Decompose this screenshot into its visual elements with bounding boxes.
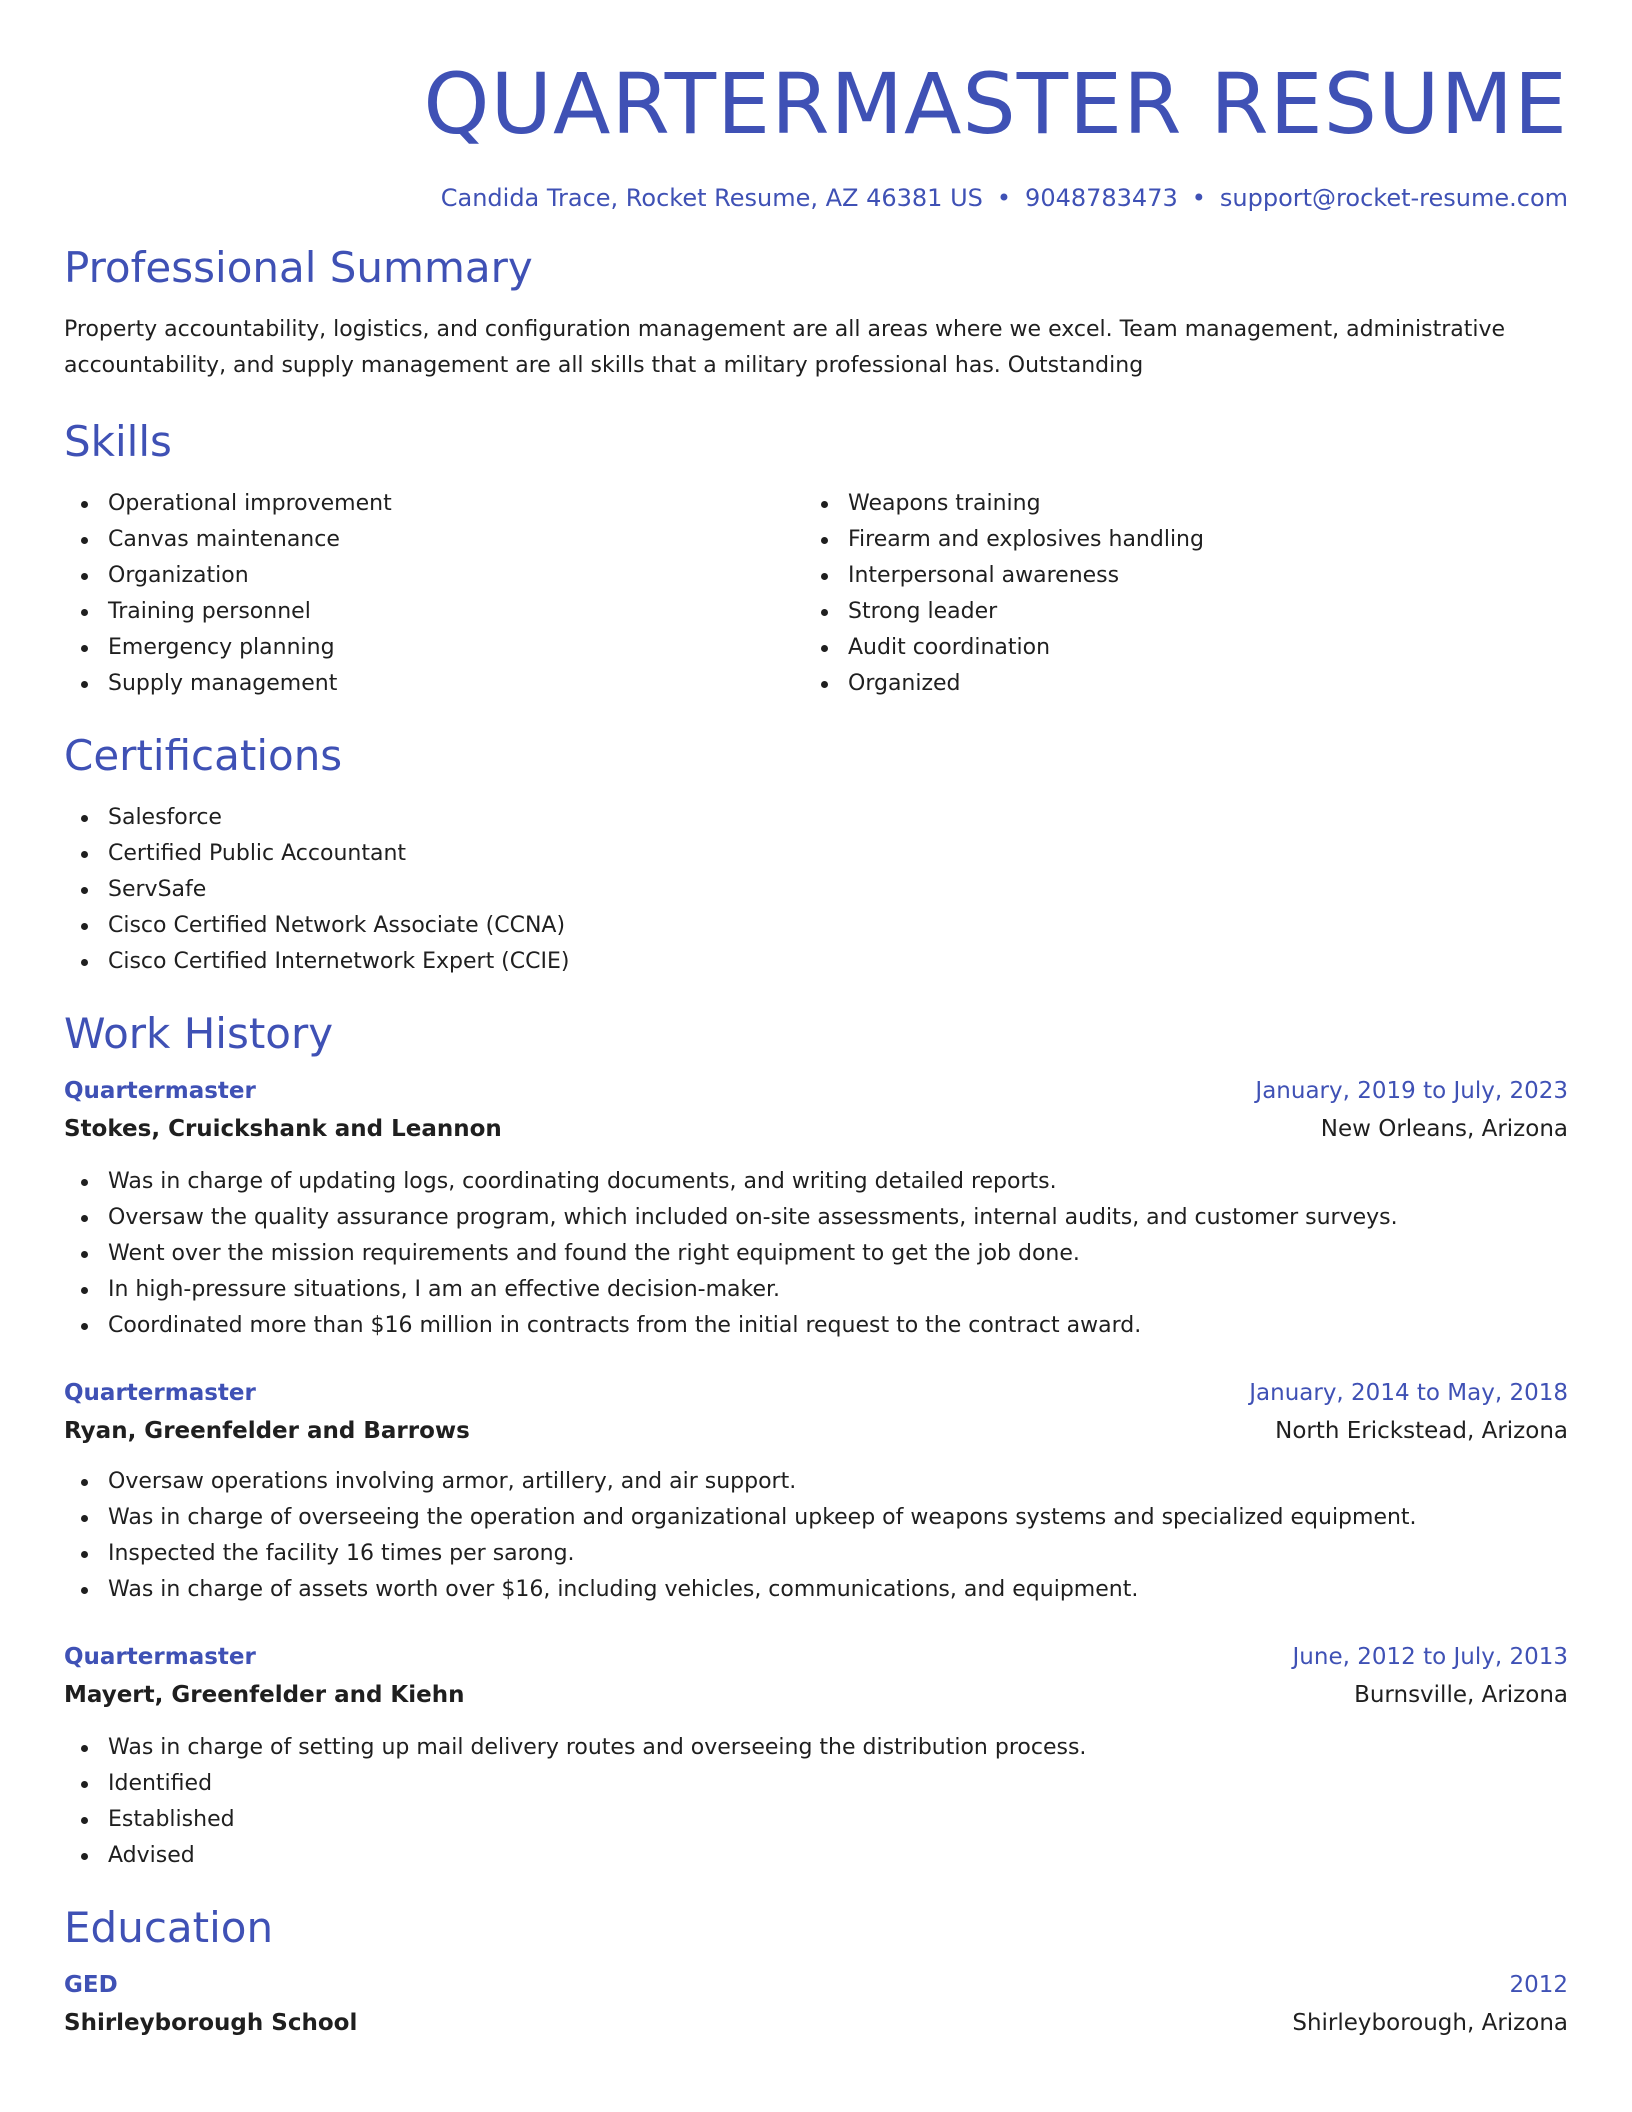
job-company: Ryan, Greenfelder and Barrows (64, 1418, 470, 1444)
list-item: Cisco Certified Internetwork Expert (CCIE) (64, 944, 1568, 980)
list-item: Certified Public Accountant (64, 836, 1568, 872)
contact-email: support@rocket-resume.com (1219, 184, 1568, 212)
job-entry (64, 1072, 1568, 1344)
job-bullets (64, 1730, 1568, 1874)
work-history-section (64, 1008, 1568, 1874)
job-title: Quartermaster (64, 1644, 256, 1670)
list-item: Canvas maintenance (64, 522, 804, 558)
certifications-list (64, 800, 1568, 980)
list-item: Firearm and explosives handling (804, 522, 1544, 558)
list-item: Established (64, 1802, 1568, 1838)
job-header-row (64, 1374, 1568, 1412)
contact-line (64, 182, 1568, 214)
job-bullets (64, 1464, 1568, 1608)
job-dates: June, 2012 to July, 2013 (1292, 1644, 1568, 1670)
list-item: Operational improvement (64, 486, 804, 522)
summary-section (64, 242, 1568, 384)
list-item: Advised (64, 1838, 1568, 1874)
list-item: Organization (64, 558, 804, 594)
skills-list-left (64, 486, 804, 702)
job-company: Mayert, Greenfelder and Kiehn (64, 1682, 465, 1708)
certifications-section (64, 730, 1568, 980)
list-item: Interpersonal awareness (804, 558, 1544, 594)
contact-separator: • (996, 184, 1012, 212)
list-item: Inspected the facility 16 times per sarong. (64, 1536, 1568, 1572)
page-title: QUARTERMASTER RESUME (423, 55, 1568, 153)
list-item: Weapons training (804, 486, 1544, 522)
certifications-heading: Certifications (64, 731, 343, 780)
list-item: Oversaw operations involving armor, artillery, and air support. (64, 1464, 1568, 1500)
job-dates: January, 2019 to July, 2023 (1255, 1078, 1568, 1104)
list-item: Was in charge of setting up mail delivery routes and overseeing the distribution process. (64, 1730, 1568, 1766)
job-dates: January, 2014 to May, 2018 (1249, 1380, 1568, 1406)
list-item: Cisco Certified Network Associate (CCNA) (64, 908, 1568, 944)
education-degree: GED (64, 1972, 118, 1998)
list-item: Was in charge of assets worth over $16, including vehicles, communications, and equipment. (64, 1572, 1568, 1608)
job-company-row (64, 1412, 1568, 1450)
job-title: Quartermaster (64, 1380, 256, 1406)
list-item: Oversaw the quality assurance program, which included on-site assessments, internal audits, and customer surveys. (64, 1200, 1568, 1236)
skills-heading: Skills (64, 417, 172, 466)
summary-heading: Professional Summary (64, 243, 533, 292)
job-company-row (64, 1110, 1568, 1148)
contact-address: Candida Trace, Rocket Resume, AZ 46381 US (440, 184, 983, 212)
skills-list-right (804, 486, 1544, 702)
list-item: Audit coordination (804, 630, 1544, 666)
job-company: Stokes, Cruickshank and Leannon (64, 1116, 502, 1142)
list-item: Coordinated more than $16 million in contracts from the initial request to the contract award. (64, 1308, 1568, 1344)
job-entry (64, 1638, 1568, 1874)
list-item: Identified (64, 1766, 1568, 1802)
list-item: Salesforce (64, 800, 1568, 836)
education-heading: Education (64, 1903, 274, 1952)
list-item: Was in charge of overseeing the operation and organizational upkeep of weapons systems and specialized equipment. (64, 1500, 1568, 1536)
job-bullets (64, 1164, 1568, 1344)
job-location: Burnsville, Arizona (1354, 1682, 1568, 1708)
list-item: Supply management (64, 666, 804, 702)
education-location: Shirleyborough, Arizona (1292, 2010, 1568, 2036)
list-item: Went over the mission requirements and found the right equipment to get the job done. (64, 1236, 1568, 1272)
summary-text: Property accountability, logistics, and configuration management are all areas where we excel. Team management, administrative accountability, and supply management are all skills that a military professional has. Outstanding (64, 317, 1506, 378)
contact-phone: 9048783473 (1025, 184, 1178, 212)
skills-section (64, 416, 1568, 702)
job-title: Quartermaster (64, 1078, 256, 1104)
list-item: Organized (804, 666, 1544, 702)
list-item: ServSafe (64, 872, 1568, 908)
job-location: New Orleans, Arizona (1320, 1116, 1568, 1142)
education-section (64, 1902, 1568, 2042)
list-item: Training personnel (64, 594, 804, 630)
list-item: Was in charge of updating logs, coordinating documents, and writing detailed reports. (64, 1164, 1568, 1200)
education-school-row (64, 2004, 1568, 2042)
job-company-row (64, 1676, 1568, 1714)
list-item: Strong leader (804, 594, 1544, 630)
education-year: 2012 (1509, 1972, 1568, 1998)
job-header-row (64, 1072, 1568, 1110)
list-item: In high-pressure situations, I am an effective decision-maker. (64, 1272, 1568, 1308)
education-header-row (64, 1966, 1568, 2004)
job-header-row (64, 1638, 1568, 1676)
skills-grid (64, 486, 1568, 702)
job-entry (64, 1374, 1568, 1608)
contact-separator: • (1191, 184, 1206, 212)
education-school: Shirleyborough School (64, 2010, 358, 2036)
list-item: Emergency planning (64, 630, 804, 666)
work-history-heading: Work History (64, 1009, 334, 1058)
job-location: North Erickstead, Arizona (1275, 1418, 1568, 1444)
